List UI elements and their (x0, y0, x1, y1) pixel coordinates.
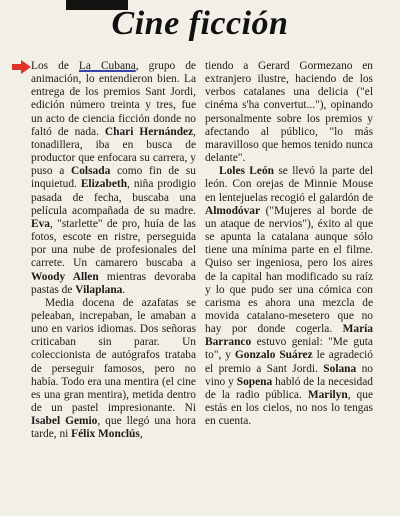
person-name: Colsada (71, 165, 111, 178)
person-name: Sopena (236, 375, 273, 388)
article-title: Cine ficción (111, 5, 289, 42)
highlighted-name: La Cubana (78, 60, 136, 72)
person-name: Félix Monclús (71, 428, 140, 441)
paragraph: Media docena de azafatas se peleaban, increpaban, le amaban a uno en varios idiomas. Dos señoras criticaban sin parar. Un coleccionista de autógrafos trataba de perseguir famosos, pero no había. Todo era una mentira (el cine es una gran mentira), metida dentro de un pastel impresionante. Ni Isabel Gemio, que llegó una hora tarde, ni Félix Monclús, (31, 296, 196, 441)
paragraph: tiendo a Gerard Gormezano en extranjero ilustre, haciendo de los verbos catalanes una delicia ("el cinéma s'ha convertut..."), opinando personalmente sobre los premios y afectando al público, "lo más maravilloso que hemos tenido nunca delante". (205, 60, 373, 165)
paragraph: Loles León se llevó la parte del león. Con orejas de Minnie Mouse en lentejuelas recogió el galardón de Almodóvar ("Mujeres al borde de un ataque de nervios"), éxito al que se apunta la catalana aunque sólo tiene una mínima parte en el filme. Quiso ser ingeniosa, pero los aires de la capital han modificado su raíz y lo que pudo ser una cómica con carisma es ahora una mezcla de movida catalano-mesetero que no hay por donde cogerla. María Barranco estuvo genial: "Me guta to", y Gonzalo Suárez le agradeció el premio a Sant Jordi. Solana no vino y Sopena habló de la necesidad de la radio pública. Marilyn, que estás en los cielos, no nos lo tengas en cuenta. (205, 165, 374, 428)
left-column (31, 60, 196, 442)
paragraph: Los de La Cubana, grupo de animación, lo entendieron bien. La entrega de los premios Sant Jordi, edición número treinta y tres, fue un acto de ciencia ficción donde no faltó de nada. Chari Hernández, tonadillera, iba en busca de productor que enfocara su carrera, y puso a Colsada como fin de su inquietud. Elizabeth, niña prodigio pasada de fecha, buscaba una película acompañada de su madre. Eva, "starlette" de pro, huía de las fotos, escote en ristre, perseguida por una nube de profesionales del carrete. Un camarero buscaba a Woody Allen mientras devoraba pastas de Vilaplana. (31, 60, 196, 296)
person-name: Elizabeth (80, 178, 128, 191)
person-name: Chari Hernández (104, 125, 194, 138)
person-name: Loles León (219, 165, 274, 178)
person-name: Woody Allen (31, 270, 99, 283)
person-name: Gonzalo Suárez (234, 349, 313, 362)
person-name: Vilaplana (75, 283, 123, 296)
person-name: Almodóvar (205, 204, 261, 217)
person-name: Solana (323, 362, 357, 375)
person-name: María Barranco (205, 323, 373, 349)
person-name: Eva (31, 217, 50, 230)
person-name: Isabel Gemio (31, 415, 98, 428)
person-name: Marilyn (307, 388, 348, 401)
arrow-marker-icon (12, 60, 31, 74)
right-column (205, 60, 373, 428)
